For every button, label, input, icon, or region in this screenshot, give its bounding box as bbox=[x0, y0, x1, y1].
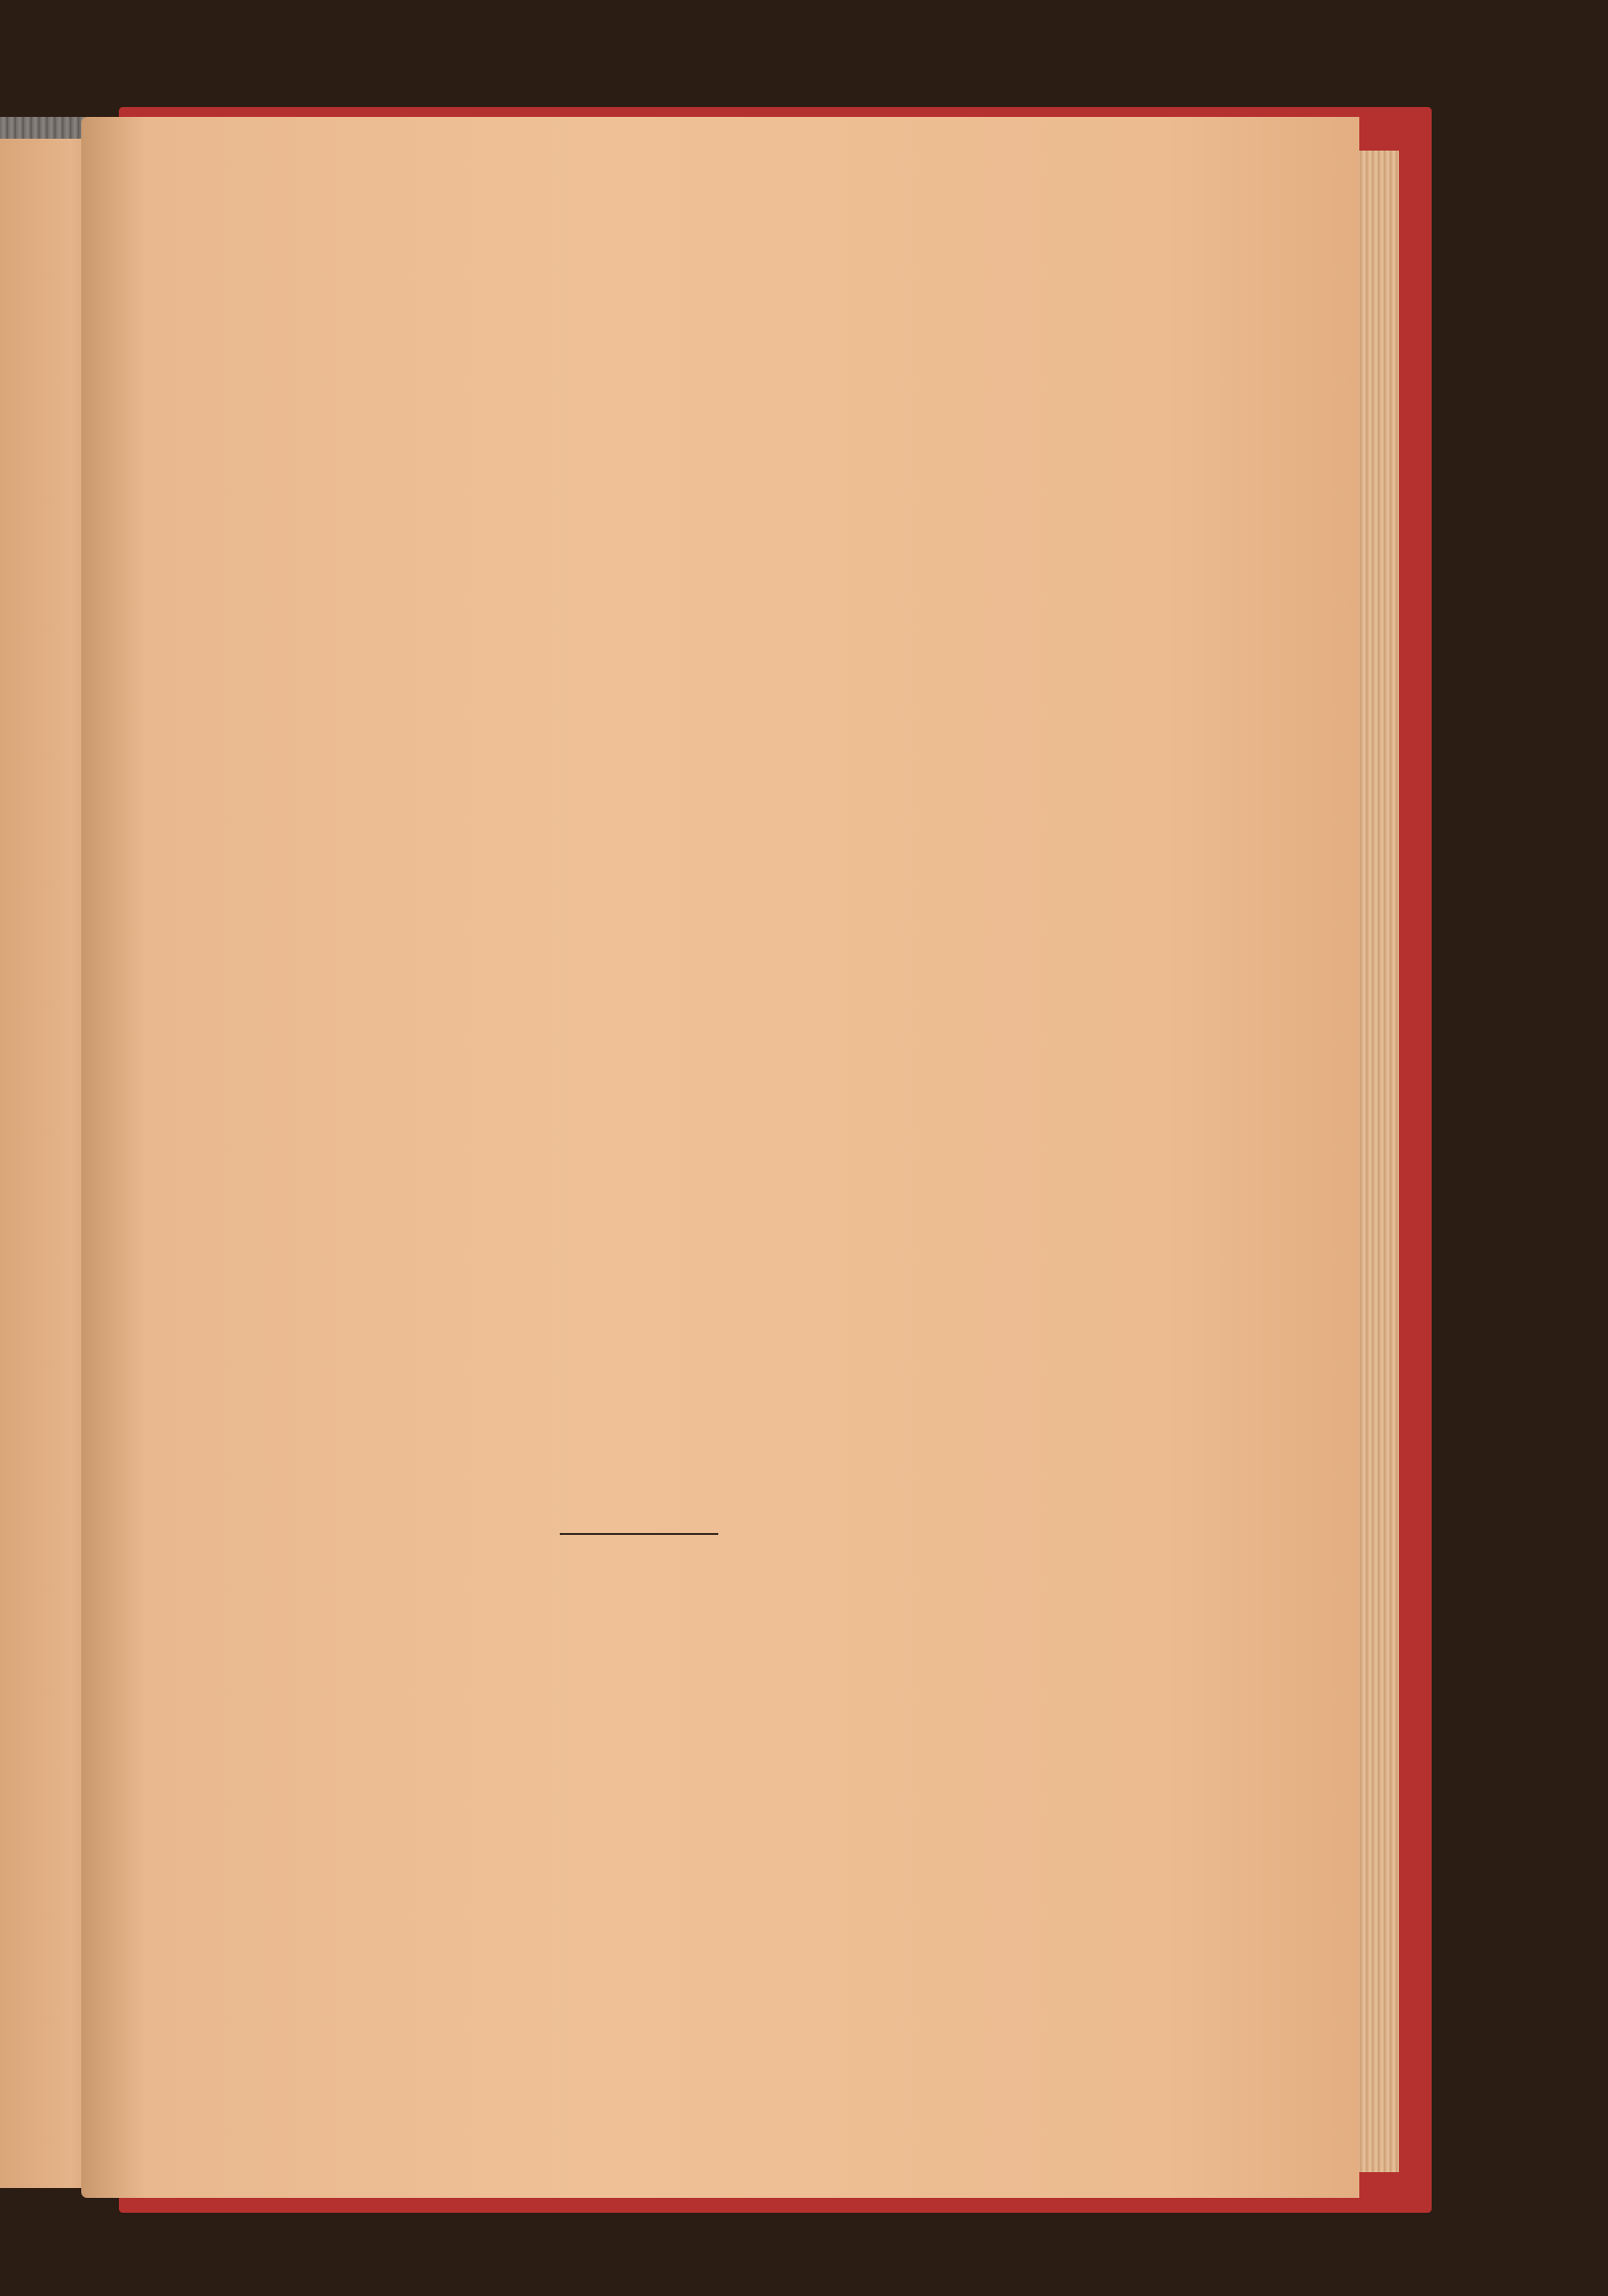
right-page bbox=[81, 117, 1359, 2198]
page-header bbox=[159, 272, 1100, 319]
section-divider bbox=[560, 1533, 718, 1535]
